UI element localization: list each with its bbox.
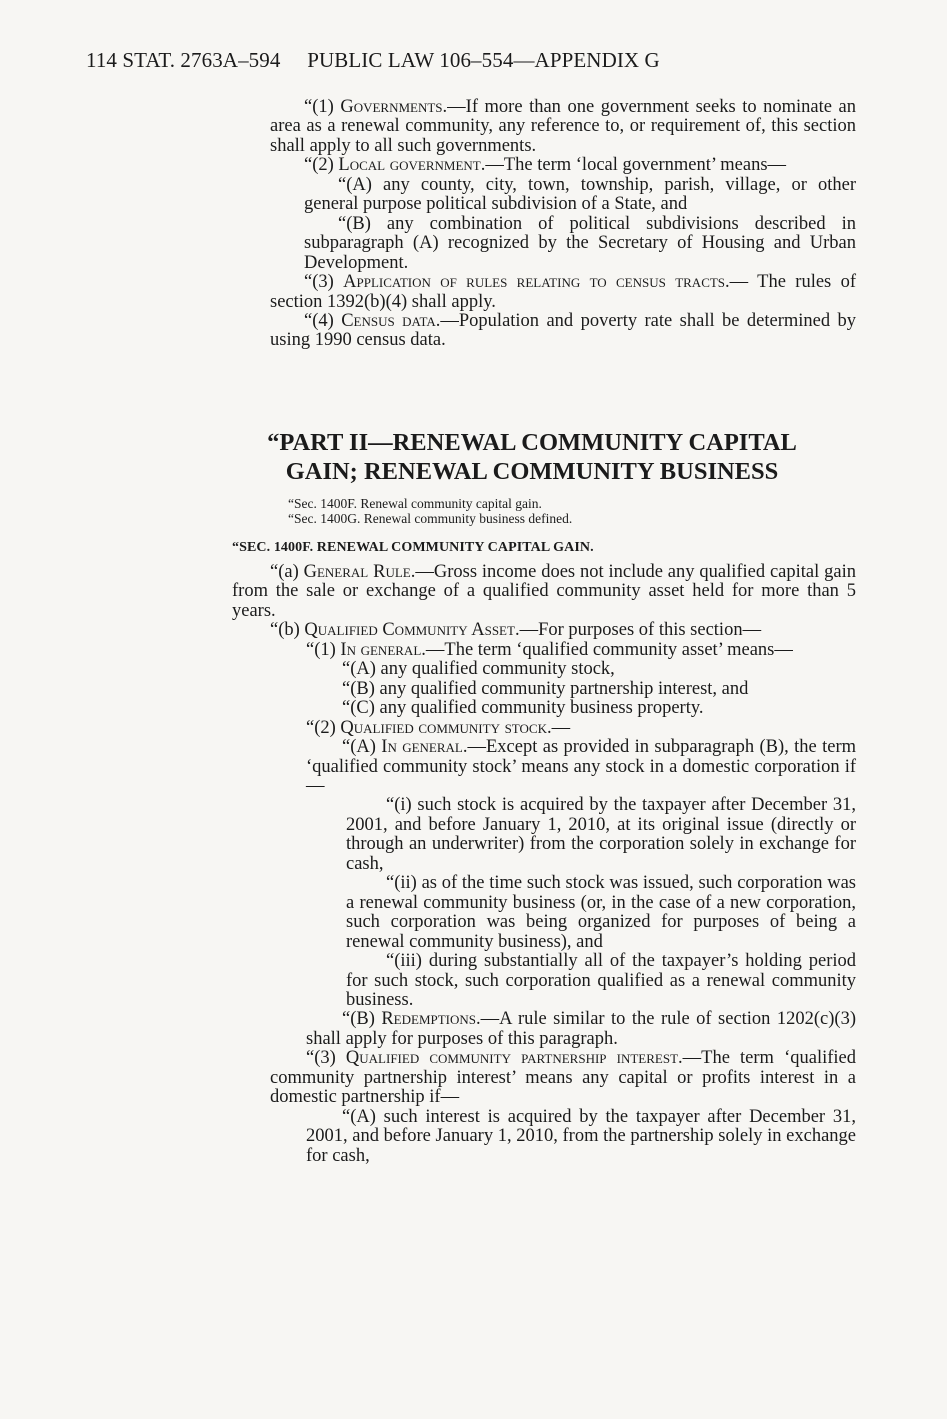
- para-census-tracts: “(3) Application of rules relating to census tracts.— The rules of section 1392(b)(4) shall apply.: [270, 272, 856, 312]
- para-local-government: “(2) Local government.—The term ‘local government’ means—: [304, 155, 787, 176]
- para-local-government-b: “(B) any combination of political subdivisions described in subparagraph (A) recognized by the Secretary of Housing and Urban Development.: [304, 213, 856, 273]
- para-partnership-interest: “(3) Qualified community partnership interest.—The term ‘qualified community partnership interest’ means any capital or profits interest in a domestic partnership if—: [270, 1048, 856, 1108]
- running-header: 114 STAT. 2763A–594 PUBLIC LAW 106–554—APPENDIX G: [86, 48, 660, 72]
- part-title-line-2: GAIN; RENEWAL COMMUNITY BUSINESS: [285, 458, 779, 485]
- para-stock-in-general: “(A) In general.—Except as provided in subparagraph (B), the term ‘qualified community stock’ means any stock in a domestic corporation if—: [306, 737, 856, 796]
- para-general-rule: “(a) General Rule.—Gross income does not include any qualified capital gain from the sale or exchange of a qualified community asset held for more than 5 years.: [232, 562, 856, 621]
- toc-entry: “Sec. 1400F. Renewal community capital gain.: [288, 496, 542, 511]
- para-redemptions: “(B) Redemptions.—A rule similar to the rule of section 1202(c)(3) shall apply for purposes of this paragraph.: [306, 1009, 857, 1049]
- table-of-sections: [288, 496, 572, 526]
- para-asset-c: “(C) any qualified community business property.: [342, 698, 704, 719]
- part-title-line-1: “PART II—RENEWAL COMMUNITY CAPITAL: [267, 429, 797, 456]
- para-partnership-a: “(A) such interest is acquired by the taxpayer after December 31, 2001, and before January 1, 2010, from the partnership solely in exchange for cash,: [306, 1106, 856, 1166]
- para-stock-iii: “(iii) during substantially all of the taxpayer’s holding period for such stock, such corporation qualified as a renewal community business.: [346, 951, 856, 1010]
- definitions-block: [270, 98, 856, 351]
- para-qualified-community-asset: “(b) Qualified Community Asset.—For purposes of this section—: [270, 620, 762, 641]
- para-qualified-community-stock: “(2) Qualified community stock.—: [306, 717, 571, 738]
- para-asset-a: “(A) any qualified community stock,: [342, 659, 615, 680]
- para-census-data: “(4) Census data.—Population and poverty rate shall be determined by using 1990 census data.: [270, 310, 857, 351]
- para-in-general: “(1) In general.—The term ‘qualified community asset’ means—: [306, 639, 793, 660]
- part-title: [232, 428, 832, 486]
- para-local-government-a: “(A) any county, city, town, township, parish, village, or other general purpose political subdivision of a State, and: [304, 174, 856, 215]
- para-stock-i: “(i) such stock is acquired by the taxpayer after December 31, 2001, and before January 1, 2010, at its original issue (directly or through an underwriter) from the corporation solely in exchange for cash,: [346, 795, 856, 874]
- section-body: [232, 563, 856, 1166]
- para-stock-ii: “(ii) as of the time such stock was issued, such corporation was a renewal community business (or, in the case of a new corporation, such corporation was being organized for purposes of being a renewal community business), and: [346, 873, 856, 952]
- para-governments: “(1) Governments.—If more than one government seeks to nominate an area as a renewal community, any reference to, or requirement of, this section shall apply to all such governments.: [270, 97, 856, 156]
- toc-entry: “Sec. 1400G. Renewal community business defined.: [288, 511, 573, 526]
- para-asset-b: “(B) any qualified community partnership interest, and: [342, 678, 749, 699]
- section-heading: “SEC. 1400F. RENEWAL COMMUNITY CAPITAL GAIN.: [232, 540, 594, 555]
